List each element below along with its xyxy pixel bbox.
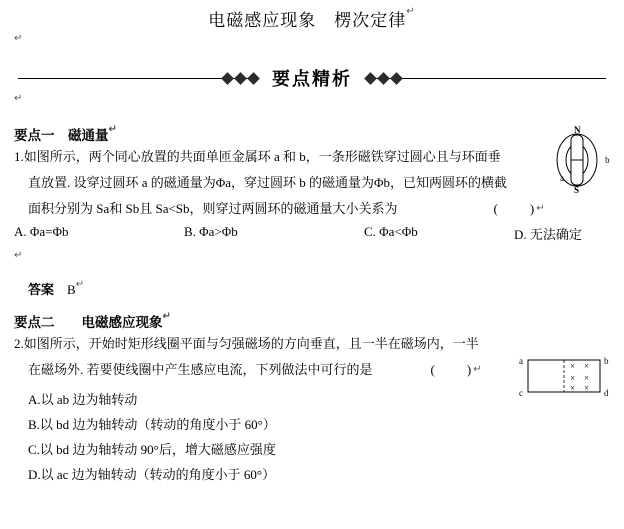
pilcrow-mark: ↵ bbox=[473, 364, 482, 375]
option-d[interactable]: D. 无法确定 bbox=[514, 227, 582, 242]
banner-rule-left bbox=[18, 73, 258, 84]
magnet-through-rings-svg bbox=[538, 126, 616, 194]
field-symbol: × bbox=[584, 383, 590, 393]
label-d: d bbox=[604, 388, 609, 398]
field-symbol: × bbox=[584, 361, 590, 371]
document-body bbox=[0, 93, 624, 487]
label-S: S bbox=[574, 185, 580, 194]
option-a[interactable]: A. Φa=Φb bbox=[14, 224, 69, 239]
section-banner bbox=[0, 65, 624, 91]
pilcrow-mark: ↵ bbox=[75, 279, 85, 290]
label-N: N bbox=[574, 126, 581, 135]
field-symbol: × bbox=[570, 383, 576, 393]
label-b: b bbox=[604, 356, 609, 366]
coil-in-magnetic-field-svg bbox=[518, 352, 614, 400]
section-heading-1 bbox=[14, 124, 610, 144]
diamond-icon bbox=[234, 72, 247, 85]
pilcrow-mark: ↵ bbox=[14, 33, 23, 44]
pilcrow-mark: ↵ bbox=[406, 6, 416, 17]
question-1-line-1 bbox=[14, 144, 610, 170]
section-heading-2 bbox=[14, 311, 610, 331]
diamond-icon bbox=[364, 72, 377, 85]
section-heading-2-text: 要点二 电磁感应现象 bbox=[14, 315, 163, 330]
question-2-choice-a-text: A.以 ab 边为轴转动 bbox=[28, 392, 138, 407]
label-a: a bbox=[519, 356, 523, 366]
question-1-line-2-text: 直放置. 设穿过圆环 a 的磁通量为Φa，穿过圆环 b 的磁通量为Φb，已知两圆环的横截 bbox=[28, 175, 508, 190]
field-symbol: × bbox=[570, 373, 576, 383]
question-1-line-3 bbox=[14, 196, 610, 222]
question-1-line-3-text: 面积分别为 Sa和 Sb且 Sa<Sb，则穿过两圆环的磁通量大小关系为 bbox=[28, 201, 398, 216]
question-2-answer-blank: ( ) bbox=[430, 362, 474, 377]
question-2-choice-c[interactable] bbox=[14, 437, 610, 462]
question-2-line-2-text: 在磁场外. 若要使线圈中产生感应电流，下列做法中可行的是 bbox=[28, 362, 373, 377]
diamond-icon bbox=[221, 72, 234, 85]
answer-value: B bbox=[67, 282, 76, 297]
page-title bbox=[0, 0, 624, 31]
pilcrow-mark: ↵ bbox=[108, 124, 117, 135]
page-title-text: 电磁感应现象 楞次定律 bbox=[208, 11, 407, 30]
question-2-choice-d[interactable] bbox=[14, 462, 610, 487]
question-2-line-1-text: 2.如图所示，开始时矩形线圈平面与匀强磁场的方向垂直，且一半在磁场内，一半 bbox=[14, 336, 479, 351]
pilcrow-mark: ↵ bbox=[162, 311, 171, 322]
question-2-choice-b-text: B.以 bd 边为轴转动（转动的角度小于 60°） bbox=[28, 417, 276, 432]
question-2-choice-d-text: D.以 ac 边为轴转动（转动的角度小于 60°） bbox=[28, 467, 276, 482]
banner-title: 要点精析 bbox=[272, 69, 352, 89]
banner-rule-right bbox=[366, 73, 606, 84]
label-b: b bbox=[605, 155, 610, 165]
question-1-options bbox=[14, 224, 610, 243]
diamond-icon bbox=[247, 72, 260, 85]
section-heading-1-text: 要点一 磁通量 bbox=[14, 128, 109, 143]
field-symbol: × bbox=[570, 361, 576, 371]
question-2-choice-c-text: C.以 bd 边为轴转动 90°后，增大磁感应强度 bbox=[28, 442, 276, 457]
question-1-answer bbox=[14, 279, 610, 298]
diamond-icon bbox=[377, 72, 390, 85]
magnet-through-rings-figure bbox=[538, 126, 616, 194]
question-1-line-2 bbox=[14, 170, 610, 196]
option-c[interactable]: C. Φa<Φb bbox=[364, 224, 418, 239]
question-1-line-1-text: 1.如图所示，两个同心放置的共面单匝金属环 a 和 b，一条形磁铁穿过圆心且与环面垂 bbox=[14, 149, 501, 164]
pilcrow-mark: ↵ bbox=[536, 203, 545, 214]
pilcrow-mark: ↵ bbox=[14, 250, 23, 261]
diamond-icon bbox=[390, 72, 403, 85]
coil-in-magnetic-field-figure bbox=[518, 352, 614, 400]
question-1-options-overflow bbox=[14, 243, 610, 269]
option-b[interactable]: B. Φa>Φb bbox=[184, 224, 238, 239]
question-2-choice-b[interactable] bbox=[14, 412, 610, 437]
answer-label: 答案 bbox=[28, 282, 55, 297]
pilcrow-mark: ↵ bbox=[14, 93, 23, 104]
label-c: c bbox=[519, 388, 523, 398]
label-a: a bbox=[560, 173, 564, 183]
field-symbol: × bbox=[584, 373, 590, 383]
question-1-answer-blank: ( ) bbox=[493, 201, 537, 216]
